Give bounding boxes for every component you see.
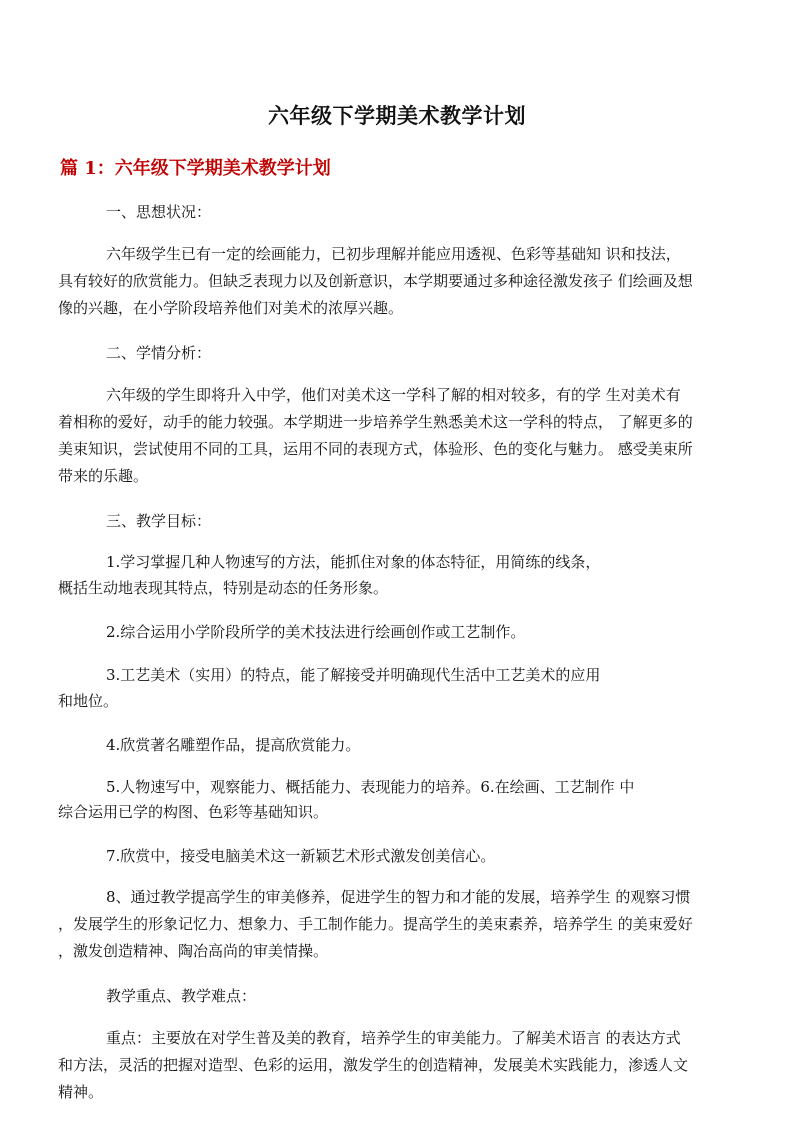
document-title: 六年级下学期美术教学计划 bbox=[268, 103, 526, 128]
heading-analysis: 二、学情分析： bbox=[106, 344, 212, 362]
paragraph-line: 和地位。 bbox=[58, 692, 119, 710]
heading-thinking: 一、思想状况： bbox=[106, 203, 212, 221]
paragraph-line: 1.学习掌握几种人物速写的方法，能抓住对象的体态特征，用简练的线条， bbox=[106, 553, 601, 571]
heading-key-points: 教学重点、教学难点： bbox=[106, 987, 257, 1005]
paragraph-line: 美束知识，尝试使用不同的工具，运用不同的表现方式，体验形、色的变化与魅力。 感受美束所 bbox=[58, 440, 693, 458]
paragraph-line: 概括生动地表现其特点，特别是动态的任务形象。 bbox=[58, 579, 389, 597]
paragraph-line: ，发展学生的形象记忆力、想象力、手工制作能力。提高学生的美束素养，培养学生 的美束爱好 bbox=[58, 915, 693, 933]
heading-goals: 三、教学目标： bbox=[106, 512, 212, 530]
paragraph-line: ，激发创造精神、陶冶高尚的审美情操。 bbox=[58, 942, 329, 960]
paragraph-line: 3.工艺美术（实用）的特点，能了解接受并明确现代生活中工艺美术的应用 bbox=[106, 666, 601, 684]
paragraph-line: 5.人物速写中，观察能力、概括能力、表现能力的培养。6.在绘画、工艺制作 中 bbox=[106, 778, 635, 796]
paragraph-line: 着相称的爱好，动手的能力较强。本学期进一步培养学生熟悉美术这一学科的特点， 了解更多的 bbox=[58, 413, 693, 431]
paragraph-line: 2.综合运用小学阶段所学的美术技法进行绘画创作或工艺制作。 bbox=[106, 623, 526, 641]
paragraph-line: 精神。 bbox=[58, 1083, 104, 1101]
paragraph-line: 7.欣赏中，接受电脑美术这一新颖艺术形式激发创美信心。 bbox=[106, 847, 496, 865]
paragraph-line: 六年级的学生即将升入中学，他们对美术这一学科了解的相对较多，有的学 生对美术有 bbox=[106, 386, 681, 404]
paragraph-line: 8、通过教学提高学生的审美修养，促进学生的智力和才能的发展，培养学生 的观察习惯 bbox=[106, 888, 691, 906]
paragraph-line: 重点：主要放在对学生普及美的教育，培养学生的审美能力。了解美术语言 的表达方式 bbox=[106, 1029, 681, 1047]
paragraph-line: 六年级学生已有一定的绘画能力，已初步理解并能应用透视、色彩等基础知 识和技法， bbox=[106, 245, 681, 263]
paragraph-line: 综合运用已学的构图、色彩等基础知识。 bbox=[58, 803, 329, 821]
paragraph-line: 具有较好的欣赏能力。但缺乏表现力以及创新意识，本学期要通过多种途径激发孩子 们绘画及想 bbox=[58, 272, 693, 290]
paragraph-line: 像的兴趣，在小学阶段培养他们对美术的浓厚兴趣。 bbox=[58, 299, 404, 317]
paragraph-line: 带来的乐趣。 bbox=[58, 467, 149, 485]
paragraph-line: 和方法，灵活的把握对造型、色彩的运用，激发学生的创造精神，发展美术实践能力，渗透人文 bbox=[58, 1056, 689, 1074]
section-heading: 篇 1：六年级下学期美术教学计划 bbox=[60, 158, 331, 179]
paragraph-line: 4.欣赏著名雕塑作品，提高欣赏能力。 bbox=[106, 736, 361, 754]
